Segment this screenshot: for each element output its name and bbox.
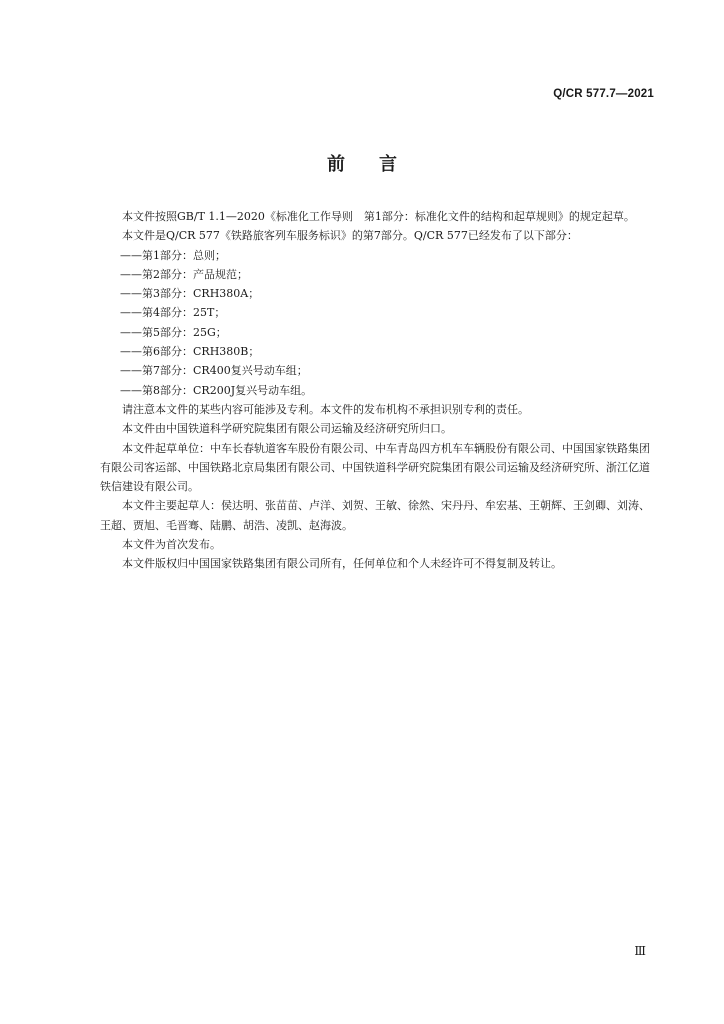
list-item: ——第3部分：CRH380A； — [120, 287, 260, 301]
paragraph-responsible-body: 本文件由中国铁道科学研究院集团有限公司运输及经济研究所归口。 — [122, 422, 452, 436]
list-item: ——第4部分：25T； — [120, 306, 226, 320]
paragraph-drafters: 本文件主要起草人：侯达明、张苗苗、卢洋、刘贺、王敏、徐然、宋丹丹、牟宏基、王朝辉、王剑卿、刘涛、王超、贾旭、毛晋骞、陆鹏、胡浩、凌凯、赵海波。 — [100, 499, 650, 532]
page-number: Ⅲ — [634, 944, 646, 958]
paragraph-first-release: 本文件为首次发布。 — [122, 538, 221, 552]
list-item: ——第6部分：CRH380B； — [120, 345, 260, 359]
page-title: 前言 — [327, 154, 431, 175]
list-item: ——第1部分：总则； — [120, 248, 226, 262]
paragraph-series-intro: 本文件是Q/CR 577《铁路旅客列车服务标识》的第7部分。Q/CR 577已经发布了以下部分： — [122, 229, 578, 243]
list-item: ——第5部分：25G； — [120, 325, 227, 339]
paragraph-drafting-units: 本文件起草单位：中车长春轨道客车股份有限公司、中车青岛四方机车车辆股份有限公司、中国国家铁路集团有限公司客运部、中国铁路北京局集团有限公司、中国铁道科学研究院集团有限公司运输及经济研究所、浙江亿道铁信建设有限公司。 — [100, 441, 650, 494]
paragraph-patent-notice: 请注意本文件的某些内容可能涉及专利。本文件的发布机构不承担识别专利的责任。 — [122, 402, 529, 416]
list-item: ——第2部分：产品规范； — [120, 267, 248, 281]
foreword-body — [100, 207, 656, 574]
list-item: ——第8部分：CR200J复兴号动车组。 — [120, 383, 313, 397]
list-item: ——第7部分：CR400复兴号动车组； — [120, 364, 308, 378]
document-id: Q/CR 577.7—2021 — [553, 88, 654, 100]
paragraph-drafting-rules: 本文件按照GB/T 1.1—2020《标准化工作导则 第1部分：标准化文件的结构和起草规则》的规定起草。 — [122, 210, 635, 223]
paragraph-copyright: 本文件版权归中国国家铁路集团有限公司所有，任何单位和个人未经许可不得复制及转让。 — [122, 557, 562, 571]
